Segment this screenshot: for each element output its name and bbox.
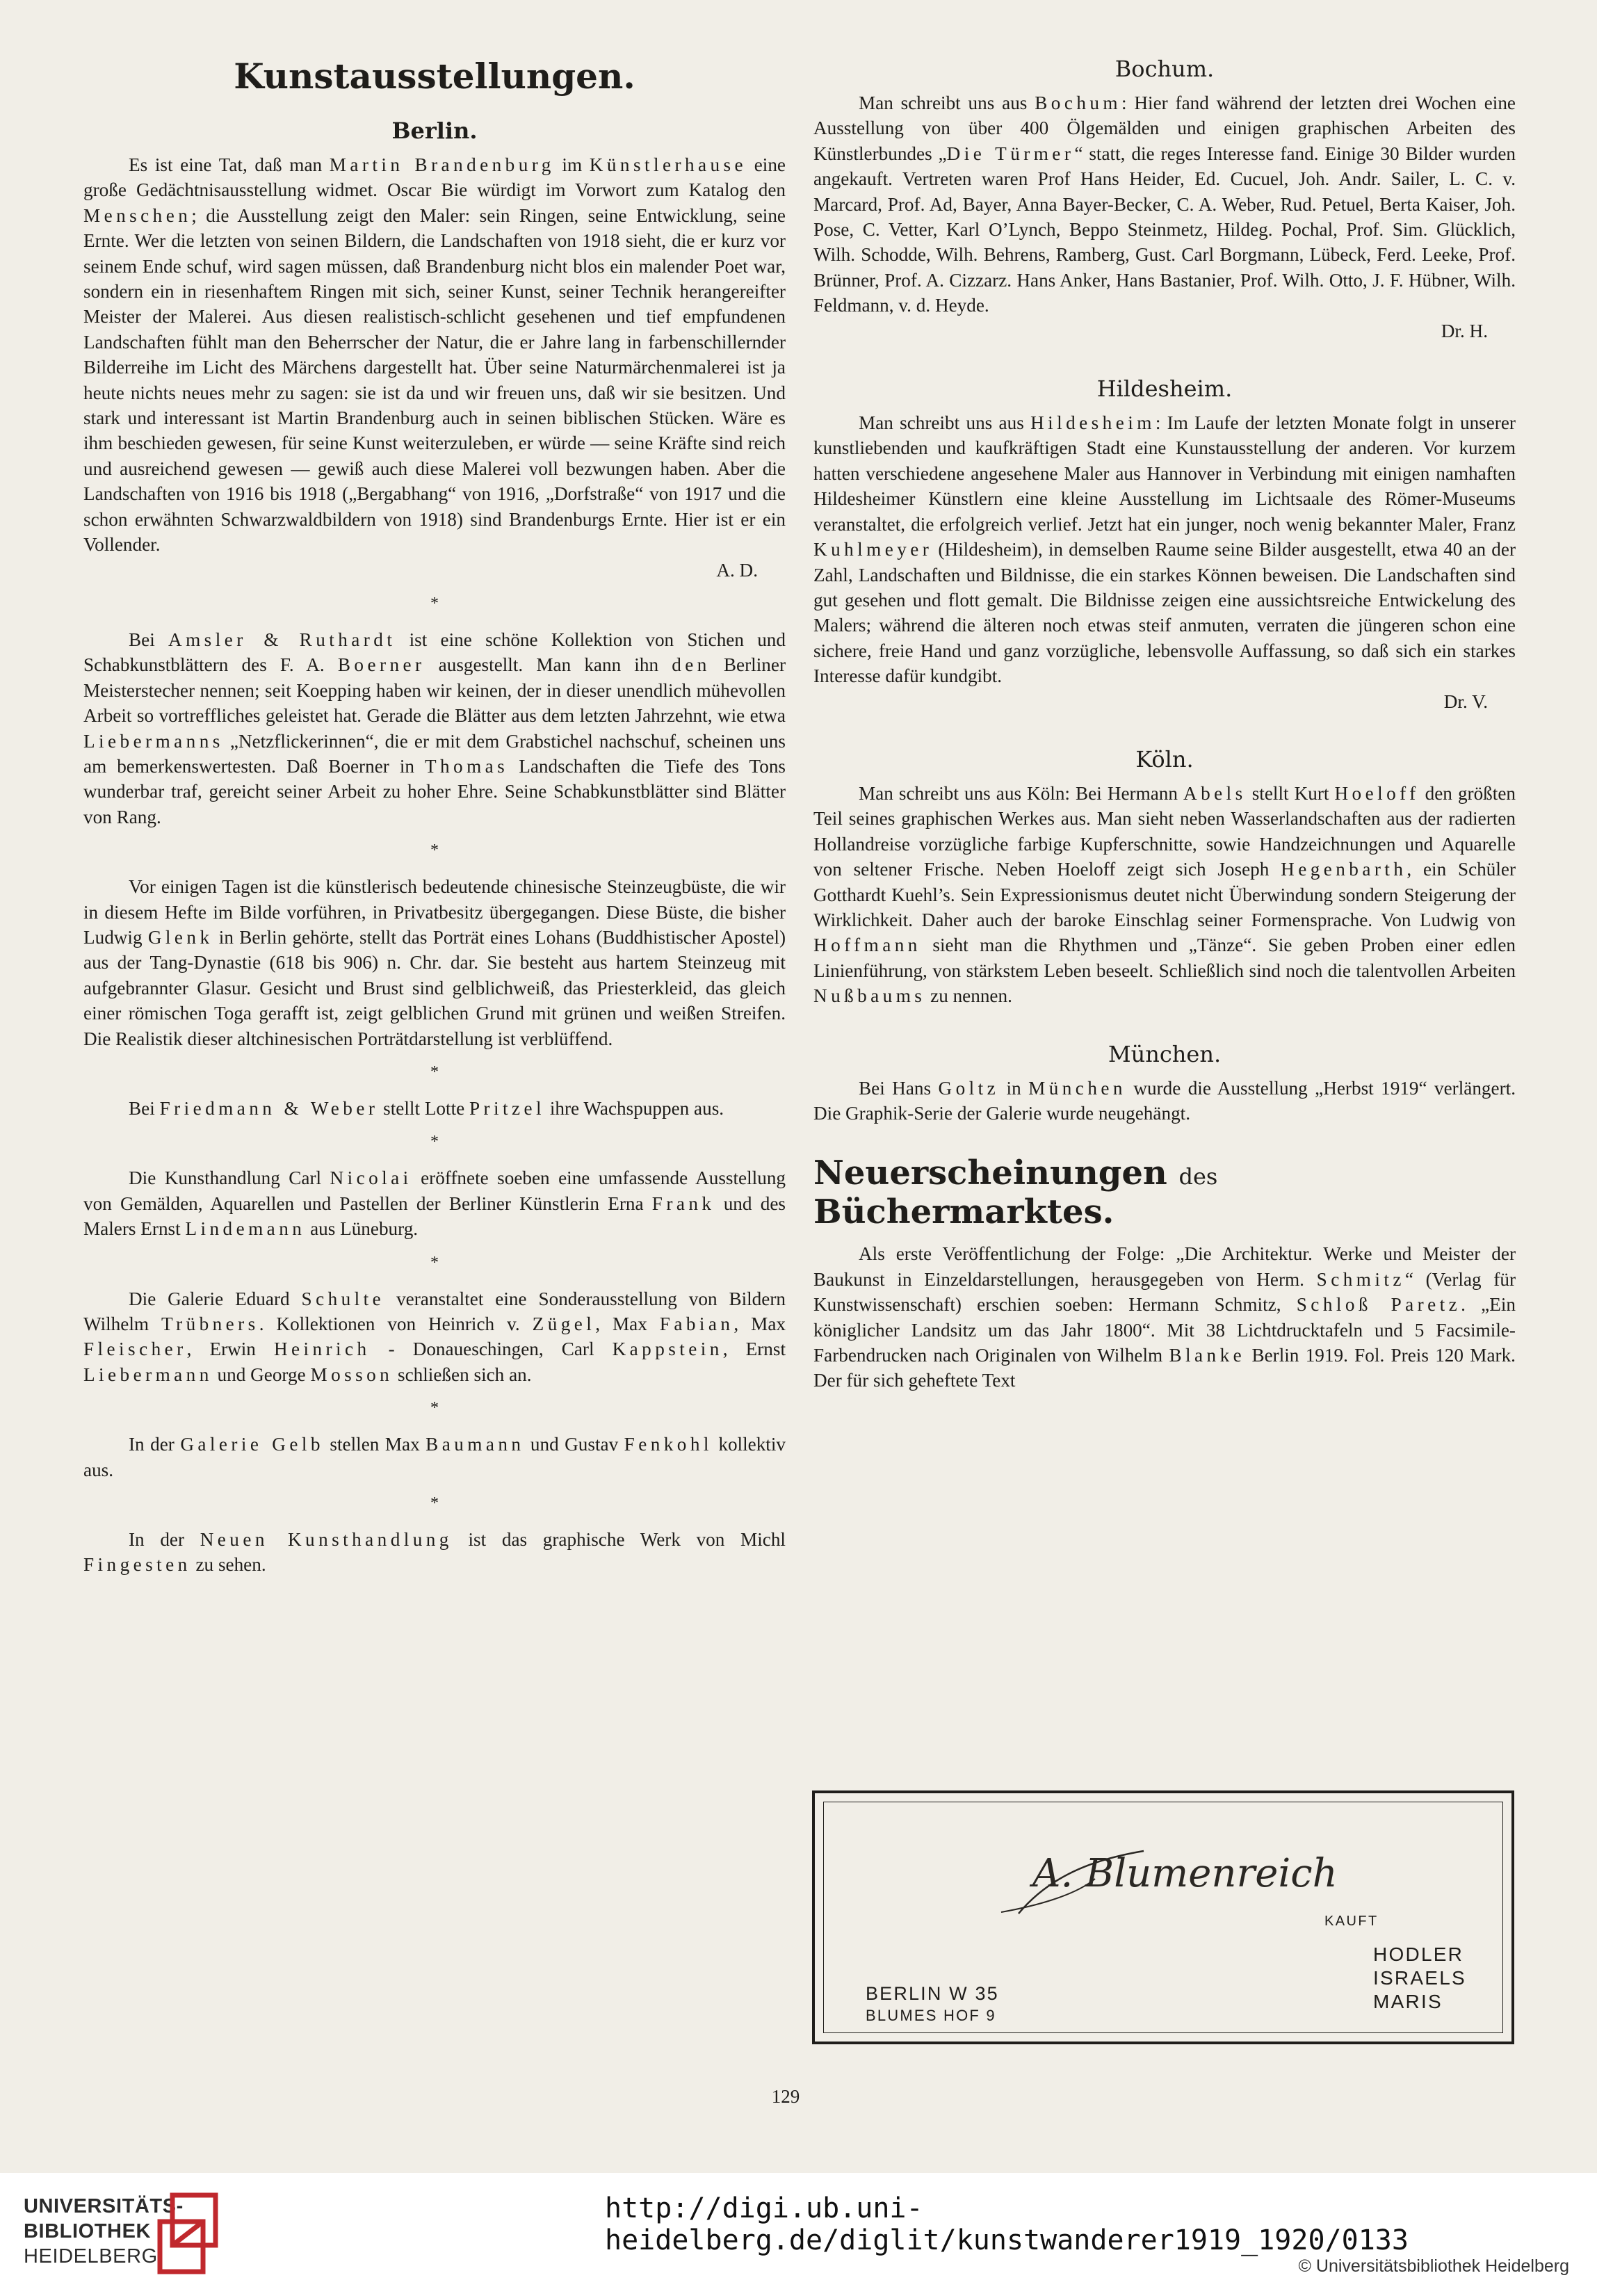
- spaced-name: Schloß Paretz: [1296, 1294, 1461, 1316]
- text-run: “ (Verlag für Kunstwissenschaft) erschien soeben: Hermann Schmitz,: [813, 1268, 1516, 1316]
- ad-artist: HODLER: [1373, 1943, 1464, 1965]
- fingesten-paragraph: [83, 1527, 786, 1578]
- spaced-name: Friedmann & Weber: [159, 1098, 379, 1119]
- text-run: (Hildesheim), in demselben Raume seine Bilder ausgestellt, etwa 40 an der Zahl, Landschaften und Bildnisse, die ein starkes Können beweisen. Die Landschaften sind gut gesehen und flott gemalt. Die Bildnisse zeigen eine aussichtsreiche Entwickelung des Malers; während die älteren noch etwas steif anmuten, verraten die jüngeren schon eine sichere, freie Hand und ganz vorzügliche, lebensvolle Auffassung, so daß sich ein starkes Interesse dafür kundgibt.: [813, 539, 1516, 687]
- author-signature: Dr. H.: [1441, 320, 1488, 341]
- text-run: stellen Max: [323, 1434, 426, 1455]
- text-run: Vor einigen Tagen ist die künstlerisch bedeutende chinesische Steinzeugbüste, die wir in diesem Hefte im Bilde vorführen, in Privatbesitz übergegangen. Diese Büste, die bisher Ludwig: [83, 876, 786, 948]
- separator-star: *: [430, 594, 439, 613]
- text-run: In der: [129, 1434, 181, 1455]
- spaced-name: Pritzel: [469, 1098, 546, 1119]
- brandenburg-paragraph: [83, 152, 786, 558]
- spaced-name: Abels: [1183, 782, 1247, 804]
- spaced-name: Fabian: [659, 1313, 734, 1335]
- gelb-paragraph: [83, 1432, 786, 1482]
- koeln-paragraph: [813, 781, 1516, 1009]
- berlin-heading: Berlin.: [391, 118, 478, 144]
- text-run: wurde die Ausstellung „Herbst 1919“ verlängert. Die Graphik-Serie der Galerie wurde neugehängt.: [813, 1077, 1516, 1124]
- text-run: eröffnete soeben eine umfassende Ausstellung von Gemälden, Aquarellen und Pastellen der Berliner Künstlerin Erna: [83, 1167, 786, 1214]
- spaced-name: Fleischer: [83, 1339, 187, 1360]
- text-run: , Ernst: [722, 1339, 786, 1360]
- text-run: Man schreibt uns aus: [859, 412, 1031, 434]
- spaced-name: Thomas: [424, 755, 509, 777]
- signature-line: [83, 558, 786, 583]
- spaced-name: Frank: [651, 1193, 715, 1214]
- heading-part: Büchermarktes.: [813, 1193, 1114, 1232]
- separator-star: *: [430, 1494, 439, 1513]
- amsler-paragraph: [83, 627, 786, 830]
- bochum-heading: Bochum.: [1114, 56, 1215, 82]
- spaced-name: Die Türmer: [946, 143, 1075, 164]
- text-run: sieht man die Rhythmen und „Tänze“. Sie geben Proben einer edlen Linienführung, von stärkstem Leben beseelt. Schließlich sind noch die talentvollen Arbeiten: [813, 935, 1516, 981]
- text-run: Die Galerie Eduard: [129, 1288, 302, 1309]
- text-run: stellt Kurt: [1246, 782, 1335, 804]
- text-run: , Max: [733, 1313, 786, 1335]
- spaced-name: Menschen: [83, 204, 192, 226]
- text-run: In der: [129, 1529, 200, 1551]
- text-run: in Berlin gehörte, stellt das Porträt eines Lohans (Buddhistischer Apostel) aus der Tang-Dynastie (618 bis 906) n. Chr. dar. Sie besteht aus hartem Steinzeug mit aufgebrannter Glasur. Gesicht und Brust sind gelblichweiß, das Priesterkleid, das gleich einer römischen Toga gerafft ist, zeigt gelblichen Grund mit grünen und weißen Streifen. Die Realistik dieser altchinesischen Porträtdarstellung ist verblüffend.: [83, 926, 786, 1049]
- koeln-heading: Köln.: [1135, 745, 1194, 773]
- text-run: Als erste Veröffentlichung der Folge: „Die Architektur. Werke und Meister der Baukunst in Einzeldarstellungen, herausgegeben von Herm.: [813, 1243, 1516, 1290]
- hildesheim-paragraph: [813, 410, 1516, 688]
- spaced-name: Kuhlmeyer: [813, 539, 933, 560]
- author-signature: A. D.: [716, 559, 758, 581]
- spaced-name: Lindemann: [185, 1218, 306, 1240]
- text-run: zu nennen.: [925, 985, 1012, 1007]
- text-run: schließen sich an.: [393, 1364, 532, 1385]
- text-run: eine große Gedächtnisausstellung widmet. Oscar Bie würdigt im Vorwort zum Katalog den: [83, 154, 786, 201]
- text-run: ihre Wachspuppen aus.: [545, 1098, 724, 1119]
- friedmann-paragraph: [83, 1096, 786, 1121]
- separator-star: *: [430, 1063, 439, 1081]
- signature-line: [813, 689, 1516, 714]
- ad-artist: ISRAELS: [1373, 1967, 1466, 1989]
- text-run: Bei: [129, 1098, 160, 1119]
- text-run: „Netzflickerinnen“, die er mit dem Grabstichel nachschuf, scheinen uns am bemerkenswertesten. Daß Boerner in: [83, 730, 786, 777]
- spaced-name: Goltz: [938, 1077, 1000, 1099]
- signature-line: [813, 318, 1516, 343]
- spaced-name: Martin Brandenburg: [329, 154, 555, 175]
- ad-city: BERLIN W 35: [866, 1983, 999, 2004]
- spaced-name: Nußbaums: [813, 985, 926, 1007]
- text-run: - Donaueschingen, Carl: [370, 1339, 613, 1360]
- text-run: den größten Teil seines graphischen Werkes aus. Man sieht neben Wasserlandschaften aus der radierten Hollandreise vorzügliche farbige Kupferschnitte, sowie Handzeichnungen und Aquarelle von seltener Frische. Neben Hoeloff zeigt sich Joseph: [813, 782, 1516, 880]
- spaced-name: München: [1028, 1077, 1126, 1099]
- text-run: Landschaften die Tiefe des Tons wunderbar traf, gereicht seiner Arbeit zu hoher Ehre. Seine Schabkunstblätter sind Blätter von Rang.: [83, 755, 786, 827]
- text-run: Berliner Meisterstecher nennen; seit Koepping haben wir keinen, der in dieser unendlich mühevollen Arbeit so vortreffliches geleistet hat. Gerade die Blätter aus dem letzten Jahrzehnt, wie etwa: [83, 654, 786, 727]
- text-run: ; die Ausstellung zeigt den Maler: sein Ringen, seine Entwicklung, seine Ernte. Wer die letzten von seinen Bildern, die Landschaften von 1918 sieht, die er kurz vor seinem Ende schuf, wird sagen müssen, daß Brandenburg nicht blos ein malender Poet war, sondern ein in riesenhaftem Ringen mit sich, seiner Kunst, seiner Technik herangereifter Meister der Malerei. Aus diesen realistisch-schlicht gesehenen und tief empfundenen Landschaften fühlt man den Beherrscher der Natur, die er Jahre lang in farbenschillernder Bilderreihe im Licht des Märchens dargestellt hat. Über seine Naturmärchenmalerei ist ja heute nichts neues mehr zu sagen: sie ist da und wir freuen uns, daß wir sie besitzen. Und stark und interessant ist Martin Brandenburg auch in seinen biblischen Stücken. Wäre es ihm beschieden gewesen, für seine Kunst weiterzuleben, er würde — seine Kräfte sind reich und ausreichend gewesen — gewiß auch diese Malerei voll bezwungen haben. Aber die Landschaften von 1916 bis 1918 („Bergabhang“ von 1916, „Dorfstraße“ von 1917 und die schon erwähnten Schwarzwaldbildern von 1918) sind Brandenburgs Ernte. Hier ist er ein Vollender.: [83, 204, 786, 556]
- text-run: , ein Schüler Gotthardt Kuehl’s. Sein Expressionismus deutet nicht Überwindung sondern Steigerung der Wirklichkeit. Daher auch der baroke Einschlag seiner Formensprache. Von Ludwig von: [813, 859, 1516, 930]
- spaced-name: Blanke: [1169, 1345, 1246, 1366]
- page-number: 129: [771, 2086, 800, 2107]
- digital-library-link[interactable]: http://digi.ub.uni-heidelberg.de/diglit/kunstwanderer1919_1920/0133: [605, 2192, 1409, 2256]
- spaced-name: Fingesten: [83, 1554, 191, 1576]
- signature-text: A. Blumenreich: [1032, 1851, 1338, 1896]
- muenchen-paragraph: [813, 1076, 1516, 1126]
- author-signature: Dr. V.: [1443, 690, 1488, 712]
- spaced-name: Kappstein: [612, 1339, 723, 1360]
- text-run: im: [554, 154, 590, 175]
- text-run: . „Ein königlicher Landsitz um das Jahr 1800“. Mit 38 Lichtdrucktafeln und 5 Facsimile-Farbendrucken nach Originalen von Wilhelm: [813, 1294, 1516, 1366]
- text-run: : Hier fand während der letzten drei Wochen eine Ausstellung von über 400 Ölgemälden und einigen graphischen Arbeiten des Künstlerbundes „: [813, 92, 1516, 164]
- text-run: . Kollektionen von Heinrich v.: [259, 1313, 533, 1335]
- spaced-name: Liebermanns: [83, 730, 224, 752]
- bochum-paragraph: [813, 90, 1516, 318]
- spaced-name: Boerner: [337, 654, 425, 676]
- text-run: Bei Hans: [859, 1077, 939, 1099]
- heading-part: Neuerscheinungen: [813, 1154, 1167, 1193]
- architektur-paragraph: [813, 1241, 1516, 1393]
- spaced-name: Baumann: [425, 1434, 525, 1455]
- separator-star: *: [430, 1133, 439, 1151]
- buechermarkt-heading: [813, 1154, 1516, 1231]
- text-run: Bei: [129, 629, 169, 650]
- schulte-paragraph: [83, 1286, 786, 1388]
- ad-kauft-label: KAUFT: [1324, 1914, 1379, 1929]
- spaced-name: den: [672, 654, 711, 676]
- text-run: Berlin 1919. Fol. Preis 120 Mark. Der für sich geheftete Text: [813, 1345, 1516, 1391]
- text-run: in: [999, 1077, 1029, 1099]
- text-run: : Im Laufe der letzten Monate folgt in unserer kunstliebenden und kaufkräftigen Stadt eine Kunstausstellung der anderen. Vor kurzem hatten verschiedene angesehene Maler aus Hannover in Verbindung mit einigen namhaften Hildesheimer Künstlern eine kleine Ausstellung im Lichtsaale des Römer-Museums veranstaltet, die erfolgreich verlief. Jetzt hat ein junger, noch wenig bekannter Maler, Franz: [813, 412, 1516, 535]
- spaced-name: Neuen Kunsthandlung: [200, 1529, 453, 1551]
- spaced-name: Hoeloff: [1334, 782, 1420, 804]
- text-run: stellt Lotte: [378, 1098, 469, 1119]
- text-run: , Erwin: [186, 1339, 274, 1360]
- hildesheim-heading: Hildesheim.: [1096, 375, 1233, 403]
- separator-star: *: [430, 1399, 439, 1418]
- section-title: Kunstausstellungen.: [234, 56, 635, 97]
- text-run: Man schreibt uns aus Köln: Bei Hermann: [859, 782, 1184, 804]
- spaced-name: Schmitz: [1316, 1268, 1405, 1290]
- spaced-name: Liebermann: [83, 1364, 213, 1385]
- spaced-name: Künstlerhause: [589, 154, 747, 175]
- text-run: kollektiv aus.: [83, 1434, 786, 1480]
- spaced-name: Glenk: [147, 926, 213, 948]
- text-run: “ statt, die reges Interesse fand. Einige 30 Bilder wurden angekauft. Vertreten waren Prof Hans Heider, Ed. Cucuel, Joh. Andr. Sailer, L. C. v. Marcard, Prof. Ad, Bayer, Anna Bayer-Becker, C. A. Weber, Rud. Petuel, Berta Kaiser, Joh. Pose, C. Vetter, Karl O’Lynch, Beppo Steinmetz, Hildeg. Pochal, Prof. Sim. Glücklich, Wilh. Schodde, Wilh. Behrens, Ramberg, Gust. Carl Borgmann, Lübeck, Ferd. Leeke, Prof. Brünner, Prof. A. Cizzarz. Hans Anker, Hans Bastanier, Prof. Wilh. Otto, J. F. Hübner, Wilh. Feldmann, v. d. Heyde.: [813, 143, 1516, 316]
- logo-line: BIBLIOTHEK: [24, 2220, 152, 2242]
- spaced-name: Hildesheim: [1030, 412, 1156, 434]
- ad-artist: MARIS: [1373, 1991, 1443, 2012]
- text-run: und George: [212, 1364, 311, 1385]
- text-run: zu sehen.: [190, 1554, 266, 1576]
- text-run: und Gustav: [524, 1434, 624, 1455]
- separator-star: *: [430, 1253, 439, 1272]
- right-column: [813, 56, 1516, 1393]
- library-footer: [0, 2173, 1597, 2296]
- text-run: ist eine schöne Kollektion von Stichen und Schabkunstblättern des F. A.: [83, 629, 786, 676]
- copyright-notice: © Universitätsbibliothek Heidelberg: [1298, 2256, 1569, 2276]
- ad-artist-list: [1373, 1943, 1466, 2014]
- text-run: aus Lüneburg.: [305, 1218, 419, 1240]
- text-run: Es ist eine Tat, daß man: [129, 154, 330, 175]
- heading-part: des: [1178, 1163, 1218, 1190]
- ad-street: BLUMES HOF 9: [866, 2007, 996, 2024]
- logo-line: UNIVERSITÄTS-: [24, 2195, 184, 2217]
- text-run: und des Malers Ernst: [83, 1193, 786, 1240]
- handwritten-signature: [991, 1830, 1352, 1921]
- text-run: ist das graphische Werk von Michl: [452, 1529, 786, 1551]
- logo-line: HEIDELBERG: [24, 2245, 158, 2267]
- spaced-name: Zügel: [532, 1313, 596, 1335]
- text-run: , Max: [595, 1313, 660, 1335]
- text-run: veranstaltet eine Sonderausstellung von Bildern Wilhelm: [83, 1288, 786, 1335]
- muenchen-heading: München.: [1108, 1040, 1222, 1067]
- spaced-name: Mosson: [310, 1364, 394, 1385]
- text-run: Die Kunsthandlung Carl: [129, 1167, 330, 1189]
- spaced-name: Hoffmann: [813, 935, 921, 956]
- steinzeug-paragraph: [83, 874, 786, 1051]
- library-logo-icon: [157, 2192, 220, 2276]
- spaced-name: Trübners: [161, 1313, 259, 1335]
- text-run: ausgestellt. Man kann ihn: [425, 654, 672, 676]
- text-run: Man schreibt uns aus: [859, 92, 1035, 113]
- nicolai-paragraph: [83, 1165, 786, 1241]
- spaced-name: Amsler & Ruthardt: [168, 629, 396, 650]
- spaced-name: Nicolai: [330, 1167, 412, 1189]
- spaced-name: Bochum: [1035, 92, 1121, 113]
- spaced-name: Hegenbarth: [1281, 859, 1407, 880]
- spaced-name: Fenkohl: [624, 1434, 713, 1455]
- ad-inner-frame: [823, 1802, 1503, 2033]
- spaced-name: Schulte: [301, 1288, 385, 1309]
- blumenreich-advertisement: [812, 1790, 1514, 2044]
- separator-star: *: [430, 841, 439, 860]
- spaced-name: Galerie Gelb: [180, 1434, 324, 1455]
- left-column: [83, 56, 786, 1578]
- spaced-name: Heinrich: [273, 1339, 371, 1360]
